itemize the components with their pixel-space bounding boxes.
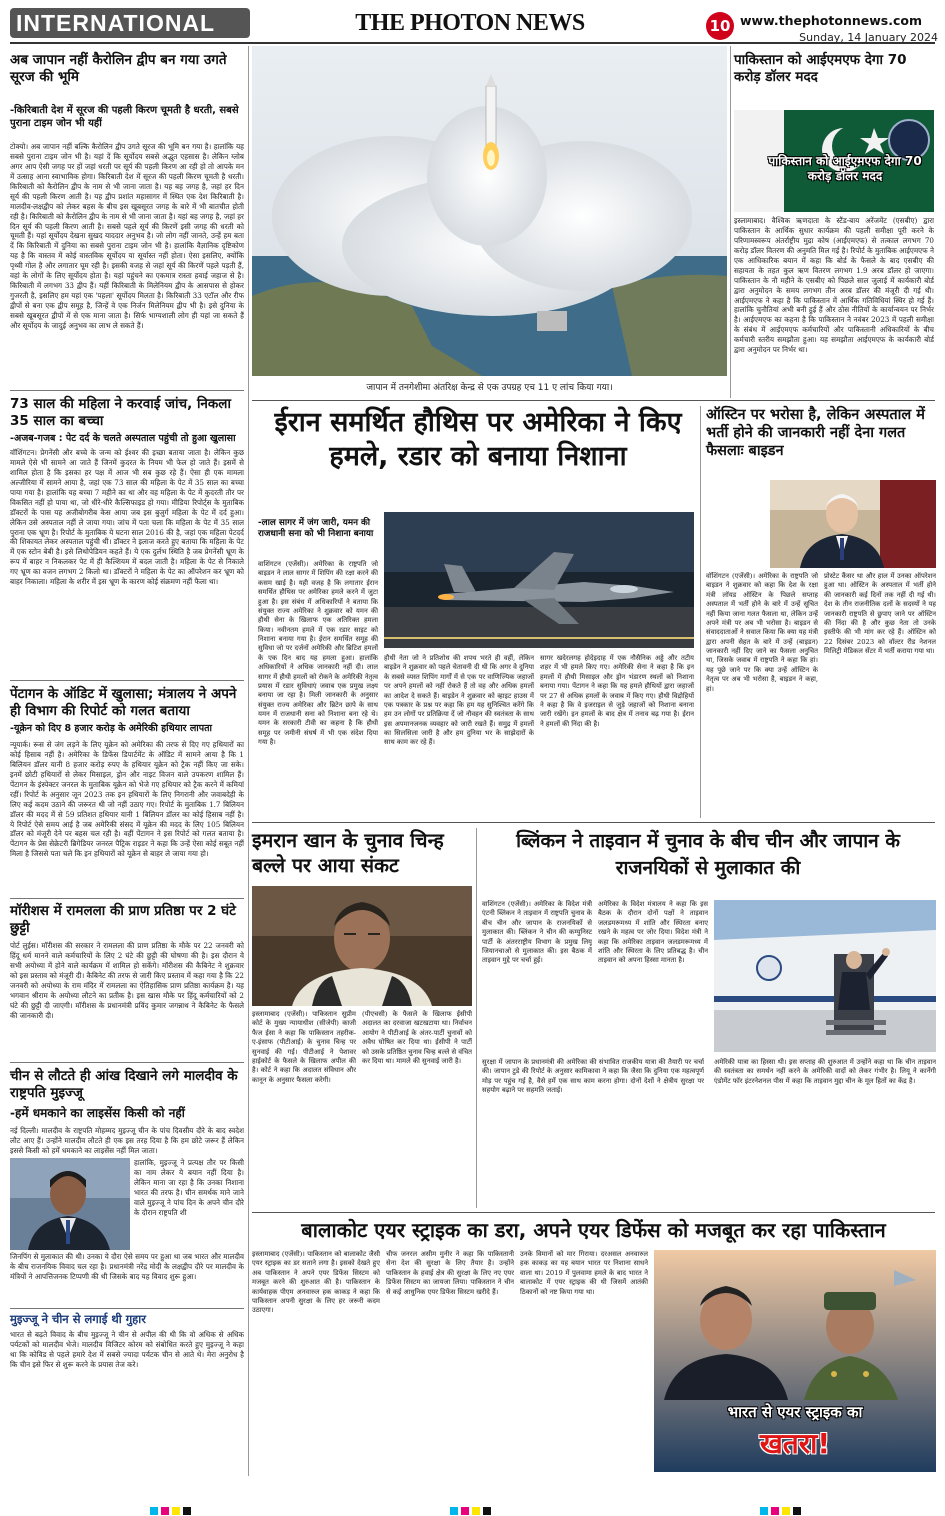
column-divider: [700, 406, 701, 818]
imran-khan-photo: [252, 886, 472, 1006]
houthi-body-col1: वाशिंगटन (एजेंसी)। अमेरिका के राष्ट्रपति जो बाइडन ने लाल सागर में शिपिंग की रक्षा करने की कसम खाई है। यही वजह है कि लगातार ईरान समर्थित हौथिस पर अमेरिका हमले करने में जुटा हुआ है। इस संबंध में अधिकारियों ने बताया कि संयुक्त राज्य अमेरिका ने शुक्रवार को यमन की हौथी सेना के खिलाफ एक अतिरिक्त हमला किया। नवीनतम हमले में एक रडार साइट को निशाना बनाया गया है। ईरान समर्थित समूह की सुविधा जो पर दर्जनों अमेरिकी और ब्रिटिश हमलों के एक दिन बाद यह हमला हुआ। हालांकि अधिकारियों ने अधिक जानकारी नहीं दी। लाल सागर में हौथी हमलों को रोकने के अमेरिकी नेतृत्व प्रयास में रडार सुविधाएं जवाब एक प्रमुख लक्ष्य बनाया जा रहा है। मिली जानकारी के अनुसार संयुक्त राज्य अमेरिका और ब्रिटेन छापे के साथ यमन में राजधानी सना को निशाना बना रहे थे। यमन के सरकारी टीवी का कहना है कि हौथी समूह पर जमीनी संघर्ष में भी एक संदेश दिया गया है।: [258, 560, 378, 747]
column-divider: [476, 828, 477, 1208]
kiribati-subhead: -किरिबाती देश में सूरज की पहली किरण चूमती है धरती, सबसे पुराना टाइम जोन भी यहीं: [10, 105, 239, 129]
balakot-headline: बालाकोट एयर स्ट्राइक का डरा, अपने एयर डिफेंस को मजबूत कर रहा पाकिस्तान: [301, 1218, 886, 1242]
muizzu-photo: [10, 1158, 130, 1250]
divider: [10, 390, 244, 391]
balakot-body-col2: चीफ जनरल असीम मुनीर ने कहा कि पाकिस्तानी सेना देश की सुरक्षा के लिए तैयार है। उन्होंने पाकिस्तान के हवाई क्षेत्र की सुरक्षा के लिए नए एयर डिफेंस सिस्टम का जायजा लिया। पाकिस्तान ने चीन से कई आधुनिक एयर डिफेंस सिस्टम खरीदे हैं।: [386, 1250, 514, 1296]
balakot-body-col1: इस्लामाबाद (एजेंसी)। पाकिस्तान को बालाकोट जैसी एयर स्ट्राइक का डर सताने लगा है। इसको देखते हुए अब पाकिस्तान ने अपने एयर डिफेंस सिस्टम को मजबूत करने की शुरुआत की है। पाकिस्तान के कार्यवाहक पीएम अनवारुल हक काकड़ ने कहा कि पाकिस्तान अपनी सुरक्षा के लिए हर जरूरी कदम उठाएगा।: [252, 1250, 380, 1315]
blinken-body-col3: सुरक्षा में जापान के प्रधानमंत्री की अमेरिका की संभावित राजकीय यात्रा की तैयारी पर चर्चा की। जापान टुडे की रिपोर्ट के अनुसार कामिकावा ने कहा कि जैसा कि दुनिया एक महत्वपूर्ण मोड़ पर पहुंच गई है, वैसे हमें एक साथ काम करना होगा। दोनों देशों ने क्षेत्रीय सुरक्षा पर सहयोग बढ़ाने पर सहमति जताई।: [482, 1058, 704, 1095]
divider: [252, 1212, 935, 1213]
print-registration-marks-center: [450, 1500, 520, 1508]
blinken-body-col4: अमेरिकी यात्रा का हिस्सा थी। इस सप्ताह की शुरुआत में उन्होंने कहा था कि चीन ताइवान की स्वतंत्रता का समर्थन नहीं करने के अमेरिकी वादों को लेकर गंभीर है। लियू ने कार्नेगी एंडोमेंट फॉर इंटरनेशनल पीस में कहा कि ताइवान मुद्दा चीन के मूल हितों का केंद्र है।: [714, 1058, 936, 1085]
maldives-subhead: -हमें धमकाने का लाइसेंस किसी को नहीं: [10, 1106, 185, 1120]
blinken-headline: ब्लिंकन ने ताइवान में चुनाव के बीच चीन और जापान के राजनयिकों से मुलाकात की: [516, 830, 900, 879]
houthi-headline: ईरान समर्थित हौथिस पर अमेरिका ने किए हमले, रडार को बनाया निशाना: [274, 407, 682, 472]
blinken-body-col1: वाशिंगटन (एजेंसी)। अमेरिका के विदेश मंत्री एंटनी ब्लिंकन ने ताइवान में राष्ट्रपति चुनाव के बीच चीन और जापान के राजनयिकों से मुलाकात की। ब्लिंकन ने चीन की कम्युनिस्ट पार्टी के अंतरराष्ट्रीय विभाग के प्रमुख लियू जियानचाओ से मुलाकात की। इस बैठक में ताइवान मुद्दे पर चर्चा हुई।: [482, 900, 592, 965]
blinken-body-col2: अमेरिका के विदेश मंत्रालय ने कहा कि इस बैठक के दौरान दोनों पक्षों ने ताइवान जलडमरूमध्य में शांति और स्थिरता बनाए रखने के महत्व पर जोर दिया। विदेश मंत्री ने कहा कि अमेरिका ताइवान जलडमरूमध्य में शांति और स्थिरता के लिए प्रतिबद्ध है। चीन ताइवान को अपना हिस्सा मानता है।: [598, 900, 708, 965]
woman-73-body: वॉशिंगटन। प्रेगनेंसी और बच्चे के जन्म को ईश्वर की इच्छा बताया जाता है। लेकिन कुछ मामले ऐसे भी सामने आ जाते हैं जिनमें कुदरत के नियम भी फेल हो जाते हैं। इसमें से शामिल होता है कि इसका हर पक्ष में आज भी सब कुछ रहे हैं। ऐसा ही एक मामला अल्जीरिया में सामने आया है, जहां एक 73 साल की महिला के पेट में 35 साल का बच्चा पाया गया है। हालांकि यह बच्चा 7 महीने का था और वह महिला के पेट में कुदरती तौर पर विकसित नहीं हो पाया था, जो धीरे-धीरे कैल्सिफाइड हो गया। मीडिया रिपोर्ट्स के मुताबिक डॉक्टरों के पास यह अजीबोगरीब केस आया जब इस बुजुर्ग महिला के पेट में दर्द हुआ। लेकिन उसे अस्पताल नहीं ले जाया गया। जांच में पता चला कि महिला के पेट में 35 साल पुराना एक भ्रूण है। रिपोर्ट के मुताबिक ये घटना साल 2016 की है, जहां एक महिला पेटदर्द की शिकायत लेकर अस्पताल पहुंची थी। डॉक्टर ने इलाज करते हुए बताया कि महिला के पेट में एक स्टोन बेबी है। इसे लिथोपेडियन कहते हैं। ये एक दुर्लभ स्थिति है जब प्रेगनेंसी भ्रूण के रूप में बाहर न निकलकर पेट में ही कैल्शियम में बदल जाती है। महिला के पेट से निकाले गए भ्रूण का वजन लगभग 2 किलो था। डॉक्टरों ने महिला के पेट का ऑपरेशन कर भ्रूण को बाहर निकाला। महिला के शरीर में इस भ्रूण के कारण कोई संक्रमण नहीं फैला था।: [10, 448, 244, 587]
pakistan-imf-image: [734, 110, 934, 212]
woman-73-headline: 73 साल की महिला ने करवाई जांच, निकला 35 साल का बच्चा: [10, 396, 231, 429]
header-divider: [10, 42, 935, 44]
divider: [10, 680, 244, 681]
fighter-jet-photo: [384, 512, 694, 648]
kiribati-body: टोक्यो। अब जापान नहीं बल्कि कैरोलिन द्वीप उगते सूरज की भूमि बन गया है। हालांकि यह सबसे पुराना टाइम जोन भी है। यहां दें कि सूर्योदय सबसे अद्भुत एहसास है। लेकिन ग्लोब अगर आप ऐसी जगह पर हों जहां धरती पर सूर्य की पहली किरण आ रही हो तो आपके मन में उत्साह आना स्वाभाविक होगा। किरिबाती देश में सूरज की पहली किरण चूमती है धरती। किरिबाती को कैरोलिन द्वीप के नाम से भी जाना जाता है। यह बह जगह है, जहां हर दिन सूर्य की पहली किरण आती है। यह द्वीप प्रशांत महासागर में स्थित एक देश किरिबाती है। मालदीव-लक्षद्वीप को लेकर बहस के बीच इस खूबसूरत जगह के बारे में भी बातचीत होती रही है। किरिबाती को कैरोलिन द्वीप के नाम से भी जाना जाता है। यहां बह जगह है, जहां हर दिन सूर्य की पहली किरण आती है। सबसे पहले सूर्य की किरणें इसी जगह की धरती को चूमती हैं। यहां सूर्योदय देखना सुखद याददार अनुभव है। जो लोग नहीं जानते, उन्हें हम बता दें कि किरिबाती में दुनिया का सबसे पुराना टाइम जोन भी है। हालांकि वैज्ञानिक दृष्टिकोण यह है कि वास्तव में कोई वास्तविक सूर्योदय या सूर्यास्त नहीं होता। ऐसा इसलिए, क्योंकि पृथ्वी गोल है और लगातार घूम रही है। इसकी वजह से जहां सूर्य की किरणें पहले पड़ती हैं, वहां के लोगों के लिए सूर्योदय होता है। यहां पहुंचने का एकमात्र रास्ता हवाई जहाज से है। किरिबाती में लगभग 33 द्वीप हैं। यहीं किरिबाती के मिलेनियम द्वीप के आसपास से होकर गुजरती है, इसलिए हम यहां एक 'पहला' सूर्योदय मिलता है। किरिबाती 33 एटॉल और रीफ द्वीपों से बना एक द्वीप समूह है, जिन्हें वे एक निर्जन मिलेनियम द्वीप भी है। इसे दुनिया के सबसे खूबसूरत द्वीपों में से एक माना जाता है। सिर्फ भाग्यशाली लोग ही यहां जा सकते हैं और सूर्योदय के जादुई अनुभव का लाभ ले सकते हैं।: [10, 142, 244, 330]
divider: [10, 898, 244, 899]
houthi-subhead: -लाल सागर में जंग जारी, यमन की राजधानी सना को भी निशाना बनाया: [258, 518, 374, 540]
imran-body-col2: (पीएचसी) के फैसले के खिलाफ ईसीपी अदालत का दरवाजा खटखटाया था। निर्वाचन आयोग ने पीटीआई के अंतर-पार्टी चुनावों को अवैध घोषित कर दिया था। ईसीपी ने पार्टी को उसके प्रतिष्ठित चुनाव चिन्ह बल्ले से वंचित कर दिया था। मामले की सुनवाई जारी है।: [362, 1010, 472, 1065]
muizzu-appeal-headline: मुइज्जू ने चीन से लगाई थी गुहार: [10, 1312, 146, 1326]
issue-date: Sunday, 14 January 2024: [799, 31, 938, 44]
maldives-body-bottom: जिनपिंग से मुलाकात की थी। उनका ये दौरा ऐसे समय पर हुआ था जब भारत और मालदीव के बीच राजनयिक विवाद चल रहा है। प्रधानमंत्री नरेंद्र मोदी के लक्षद्वीप दौरे पर मालदीव के मंत्रियों ने आपत्तिजनक टिप्पणी की थी जिसके बाद यह विवाद शुरू हुआ।: [10, 1252, 244, 1281]
section-banner: [10, 8, 250, 38]
austin-headline: ऑस्टिन पर भरोसा है, लेकिन अस्पताल में भर्ती होने की जानकारी नहीं देना गलत फैसलाः बाइडन: [706, 407, 925, 460]
divider: [10, 1062, 244, 1063]
pentagon-body: न्यूयार्क। रूस से जंग लड़ने के लिए यूक्रेन को अमेरिका की तरफ से दिए गए हथियारों का कोई हिसाब नहीं है। अमेरिका के डिफेंस डिपार्टमेंट के ऑडिट में सामने आया है कि 1 बिलियन डॉलर यानी 8 हजार करोड़ रुपए के हथियार यूक्रेन को ट्रैक नहीं किए जा सके। इनमें छोटी हथियारों से लेकर मिसाइल, ड्रोन और नाइट विजन वाले उपकरण शामिल हैं। पेंटागन के इंस्पेक्टर जनरल के मुताबिक यूक्रेन को भेजे गए हथियार को ट्रैक करने में कमियां रहीं। रिपोर्ट के अनुसार जून 2023 तक इन हथियारों के लिए निगरानी और जवाबदेही के लिए कई कदम उठाने की जरूरत थी जो नहीं उठाए गए। रिपोर्ट के मुताबिक 1.7 बिलियन डॉलर की मदद में से 59 प्रतिशत हथियार यानी 1 बिलियन डॉलर का कोई हिसाब नहीं है। ये रिपोर्ट ऐसे समय आई है जब अमेरिकी संसद में यूक्रेन की मदद के लिए 105 बिलियन डॉलर को मंजूरी देने पर बहस चल रही है। वहीं पेंटागन ने इस रिपोर्ट को गलत बताया है। पेंटागन के प्रेस सेक्रेटरी ब्रिगेडियर जनरल पैट्रिक राइडर ने कहा कि उन्हें ऐसा कोई सबूत नहीं मिला है जिससे पता चले कि इन हथियारों को यूक्रेन से बाहर ले जाया गया हो।: [10, 740, 244, 859]
divider: [10, 1308, 244, 1309]
print-registration-marks-right: [760, 1500, 830, 1508]
section-title: INTERNATIONAL: [16, 10, 216, 36]
left-column-divider: [248, 46, 249, 1476]
balakot-body-col3: उनके विमानों को मार गिराया। दरअसल अनवारुल हक काकड़ का यह बयान भारत पर निशाना साधने वाला था। 2019 में पुलवामा हमले के बाद भारत ने बालाकोट में एयर स्ट्राइक की थी जिसमें आतंकी ठिकानों को नष्ट किया गया था।: [520, 1250, 648, 1296]
woman-73-subhead: -अजब-गजब : पेट दर्द के चलते अस्पताल पहुंची तो हुआ खुलासा: [10, 433, 236, 444]
houthi-body-col2: हौथी नेता जो ने प्रतिशोध की शपथ भरते ही वहीं, लेकिन बाइडेन ने शुक्रवार को पहले चेतावनी दी थी कि अगर वे दुनिया के सबसे व्यस्त शिपिंग मार्गों में से एक पर वाणिज्यिक जहाजों पर अपने हमलों को नहीं रोकते हैं तो वह और अधिक हमलों का आदेश दे सकते हैं। बाइडेन ने शुक्रवार को व्हाइट हाउस में एक पत्रकार के प्रश्न पर कहा कि हम यह सुनिश्चित करेंगे कि हम उन लोगों पर प्रतिक्रिया दें जो नौवहन की स्वतंत्रता के साथ इस अपमानजनक व्यवहार को जारी रखते हैं। समुद्र में हमलों का सिलसिला जारी है और हम दुनिया भर के साझेदारों के साथ काम कर रहे हैं।: [384, 654, 534, 747]
website-link[interactable]: www.thephotonnews.com: [740, 13, 922, 28]
kiribati-headline: अब जापान नहीं कैरोलिन द्वीप बन गया उगते सूरज की भूमि: [10, 52, 227, 85]
masthead: [350, 10, 590, 40]
balakot-image-text-1: भारत से एयर स्ट्राइक का: [727, 1403, 863, 1421]
balakot-image-text-2: खतरा!: [759, 1427, 831, 1460]
print-registration-marks-left: [150, 1500, 220, 1508]
divider: [252, 400, 935, 401]
imran-headline: इमरान खान के चुनाव चिन्ह बल्ले पर आया संकट: [252, 829, 444, 878]
mauritius-headline: मॉरीशस में रामलला की प्राण प्रतिष्ठा पर 2 घंटे छुट्टी: [10, 903, 236, 936]
pentagon-headline: पेंटागन के ऑडिट में खुलासा; मंत्रालय ने अपने ही विभाग की रिपोर्ट को गलत बताया: [10, 686, 237, 719]
pakistan-imf-image-text: पाकिस्तान को आईएमएफ देगा 70 करोड़ डॉलर मदद: [768, 154, 922, 183]
column-divider: [730, 46, 731, 398]
masthead-title: THE PHOTON NEWS: [355, 10, 585, 36]
maldives-headline: चीन से लौटते ही आंख दिखाने लगे मालदीव के राष्ट्रपति मुइज्जू: [10, 1068, 238, 1101]
page-number-badge: 10: [706, 12, 734, 40]
pakistan-imf-body: इस्लामाबाद। वैश्विक ऋणदाता के स्टैंड-बाय अरेंजमेंट (एसबीए) द्वारा पाकिस्तान के आर्थिक सुधार कार्यक्रम की पहली समीक्षा पूरी करने के परिणामस्वरूप अंतर्राष्ट्रीय मुद्रा कोष (आईएमएफ) से तत्काल लगभग 70 करोड़ डॉलर वितरण की अनुमति मिल गई है। रिपोर्ट के मुताबिक आईएमएफ ने एक आधिकारिक बयान में कहा कि बोर्ड के फैसले के बाद एसबीए की सहायता के तहत कुल ऋण वितरण लगभग 1.9 अरब डॉलर हो जाएगा। पाकिस्तान के नौ महीने के एसबीए को पिछले साल जुलाई में कार्यकारी बोर्ड द्वारा अनुमोदन के समय लगभग तीन अरब डॉलर की मंजूरी दी गई थी। आईएमएफ ने कहा है कि पाकिस्तान में आर्थिक गतिविधियां स्थिर हो गई हैं। हालांकि चुनौतियां अभी बनी हुई हैं और ठोस नीतियों के कार्यान्वयन पर निर्भर है। आईएमएफ का कहना है कि पाकिस्तान ने नवंबर 2023 में पहली समीक्षा के संबंध में आईएमएफ कर्मचारियों और पाकिस्तानी अधिकारियों के बीच कर्मचारी स्तरीय समझौता हुआ। यह समझौता आईएमएफ के कार्यकारी बोर्ड द्वारा अनुमोदन पर निर्भर था।: [734, 216, 934, 355]
austin-body-col1: वॉशिंगटन (एजेंसी)। अमेरिका के राष्ट्रपति जो बाइडन ने शुक्रवार को कहा कि देश के रक्षा मंत्री लॉयड ऑस्टिन के पिछले सप्ताह अस्पताल में भर्ती होने के बारे में उन्हें सूचित नहीं किया जाना गलत फैसला था, लेकिन उन्हें अपने मंत्री पर अब भी भरोसा है। बाइडन से संवाददाताओं ने सवाल किया कि क्या यह मंत्री द्वारा अपनी सेहत के बारे में उन्हें (बाइडन) जानकारी नहीं दिए जाने का फैसला अनुचित था, जिसके जवाब में राष्ट्रपति ने कहा कि हां। यह पूछे जाने पर कि क्या उन्हें ऑस्टिन के नेतृत्व पर अब भी भरोसा है, बाइडन ने कहा, हां।: [706, 572, 818, 693]
pakistan-imf-headline: पाकिस्तान को आईएमएफ देगा 70 करोड़ डॉलर मदद: [734, 52, 907, 85]
houthi-body-col3: सागर खदेरलगह होदेइदाह में एक नौसैनिक अड्डे और तटीय शहर में भी हमले किए गए। अमेरिकी सेना ने कहा है कि इन हमलों में हौथी मिसाइल और ड्रोन भंडारण स्थलों को निशाना बनाया गया। पेंटागन ने कहा कि यह हमले हौथियों द्वारा जहाजों पर 27 से अधिक हमलों के जवाब में किए गए। हौथी विद्रोहियों ने कहा है कि वे इजराइल से जुड़े जहाजों को निशाना बनाना जारी रखेंगे। इन हमलों के बाद क्षेत्र में तनाव बढ़ गया है। ईरान ने हमलों की निंदा की है।: [540, 654, 694, 728]
muizzu-appeal-body: भारत से बढ़ते विवाद के बीच मुइज्जू ने चीन से अपील की थी कि वो अधिक से अधिक पर्यटकों को मालदीव भेजे। मालदीव विजिटर कोरम को संबोधित करते हुए मुइज्जू ने कहा था कि कोविड से पहले हमारे देश में सबसे ज्यादा पर्यटक चीन से आते थे। मेरा अनुरोध है कि चीन इसे फिर से शुरू करने के प्रयास तेज करे।: [10, 1330, 244, 1369]
rocket-launch-photo: [252, 46, 727, 376]
biden-photo: [770, 480, 936, 568]
blinken-photo: [714, 900, 936, 1052]
imran-body-col1: इस्लामाबाद (एजेंसी)। पाकिस्तान सुप्रीम कोर्ट के मुख्य न्यायाधीश (सीजेपी) काजी फैज ईसा ने कहा कि पाकिस्तान तहरीक-ए-इंसाफ (पीटीआई) के चुनाव चिन्ह पर सुनवाई की गई। पीटीआई ने पेशावर हाईकोर्ट के फैसले के खिलाफ अपील की है। कोर्ट ने कहा कि अदालत संविधान और कानून के अनुसार फैसला करेगी।: [252, 1010, 356, 1084]
mauritius-body: पोर्ट लुईस। मॉरीशस की सरकार ने रामलला की प्राण प्रतिष्ठा के मौके पर 22 जनवरी को हिंदू धर्म मानने वाले कर्मचारियों के लिए 2 घंटे की छुट्टी की घोषणा की है। इस दौरान वे सभी अयोध्या में होने वाले कार्यक्रम में शामिल हो सकेंगे। मॉरीशस की कैबिनेट ने शुक्रवार को इस प्रस्ताव को मंजूरी दी। कैबिनेट की तरफ से जारी किए प्रस्ताव में कहा गया है कि 22 जनवरी को अयोध्या के राम मंदिर में रामलला का ऐतिहासिक प्राण प्रतिष्ठा कार्यक्रम है। यह भगवान श्रीराम के अयोध्या लौटने का प्रतीक है। इस खास मौके पर हिंदू कर्मचारियों को 2 घंटे की छुट्टी दी जाएगी। मॉरीशस के प्रधानमंत्री प्रविंद कुमार जगन्नाथ ने कैबिनेट के फैसले की जानकारी दी।: [10, 941, 244, 1020]
divider: [252, 822, 935, 823]
maldives-body-side: हालांकि, मुइज्जू ने प्रत्यक्ष तौर पर किसी का नाम लेकर ये बयान नहीं दिया है। लेकिन माना जा रहा है कि उनका निशाना भारत की तरफ है। चीन समर्थक माने जाने वाले मुइज्जू ने पांच दिन के अपने चीन दौरे के दौरान राष्ट्रपति शी: [134, 1158, 244, 1217]
rocket-caption: जापान में तनगेशीमा अंतरिक्ष केन्द्र से एक उपग्रह एच 11 ए लांच किया गया।: [366, 383, 613, 393]
austin-body-col2: प्रोस्टेट कैंसर था और हाल में उनका ऑपरेशन हुआ था। ऑस्टिन के अस्पताल में भर्ती होने की जानकारी कई दिनों तक नहीं दी गई थी। देश के तीन राजनीतिक दलों के सदस्यों ने यह जानकारी राष्ट्रपति से छुपाए जाने पर ऑस्टिन की निंदा की है और कुछ नेता तो उनके इस्तीफे की भी मांग कर रहे हैं। ऑस्टिन को 22 दिसंबर 2023 को वॉल्टर रीड नेशनल मिलिट्री मेडिकल सेंटर में भर्ती कराया गया था।: [824, 572, 936, 655]
pentagon-subhead: -यूक्रेन को दिए 8 हजार करोड़ के अमेरिकी हथियार लापता: [10, 723, 213, 734]
balakot-image: [654, 1250, 936, 1472]
maldives-body-top: नई दिल्ली। मालदीव के राष्ट्रपति मोहम्मद मुइज्जू चीन के पांच दिवसीय दौरे के बाद स्वदेश लौट आए हैं। उन्होंने मालदीव लौटते ही एक इस तरह दिया है कि हम छोटे जरूर हैं लेकिन इससे किसी को हमें धमकाने का लाइसेंस नहीं मिल जाता।: [10, 1126, 244, 1155]
